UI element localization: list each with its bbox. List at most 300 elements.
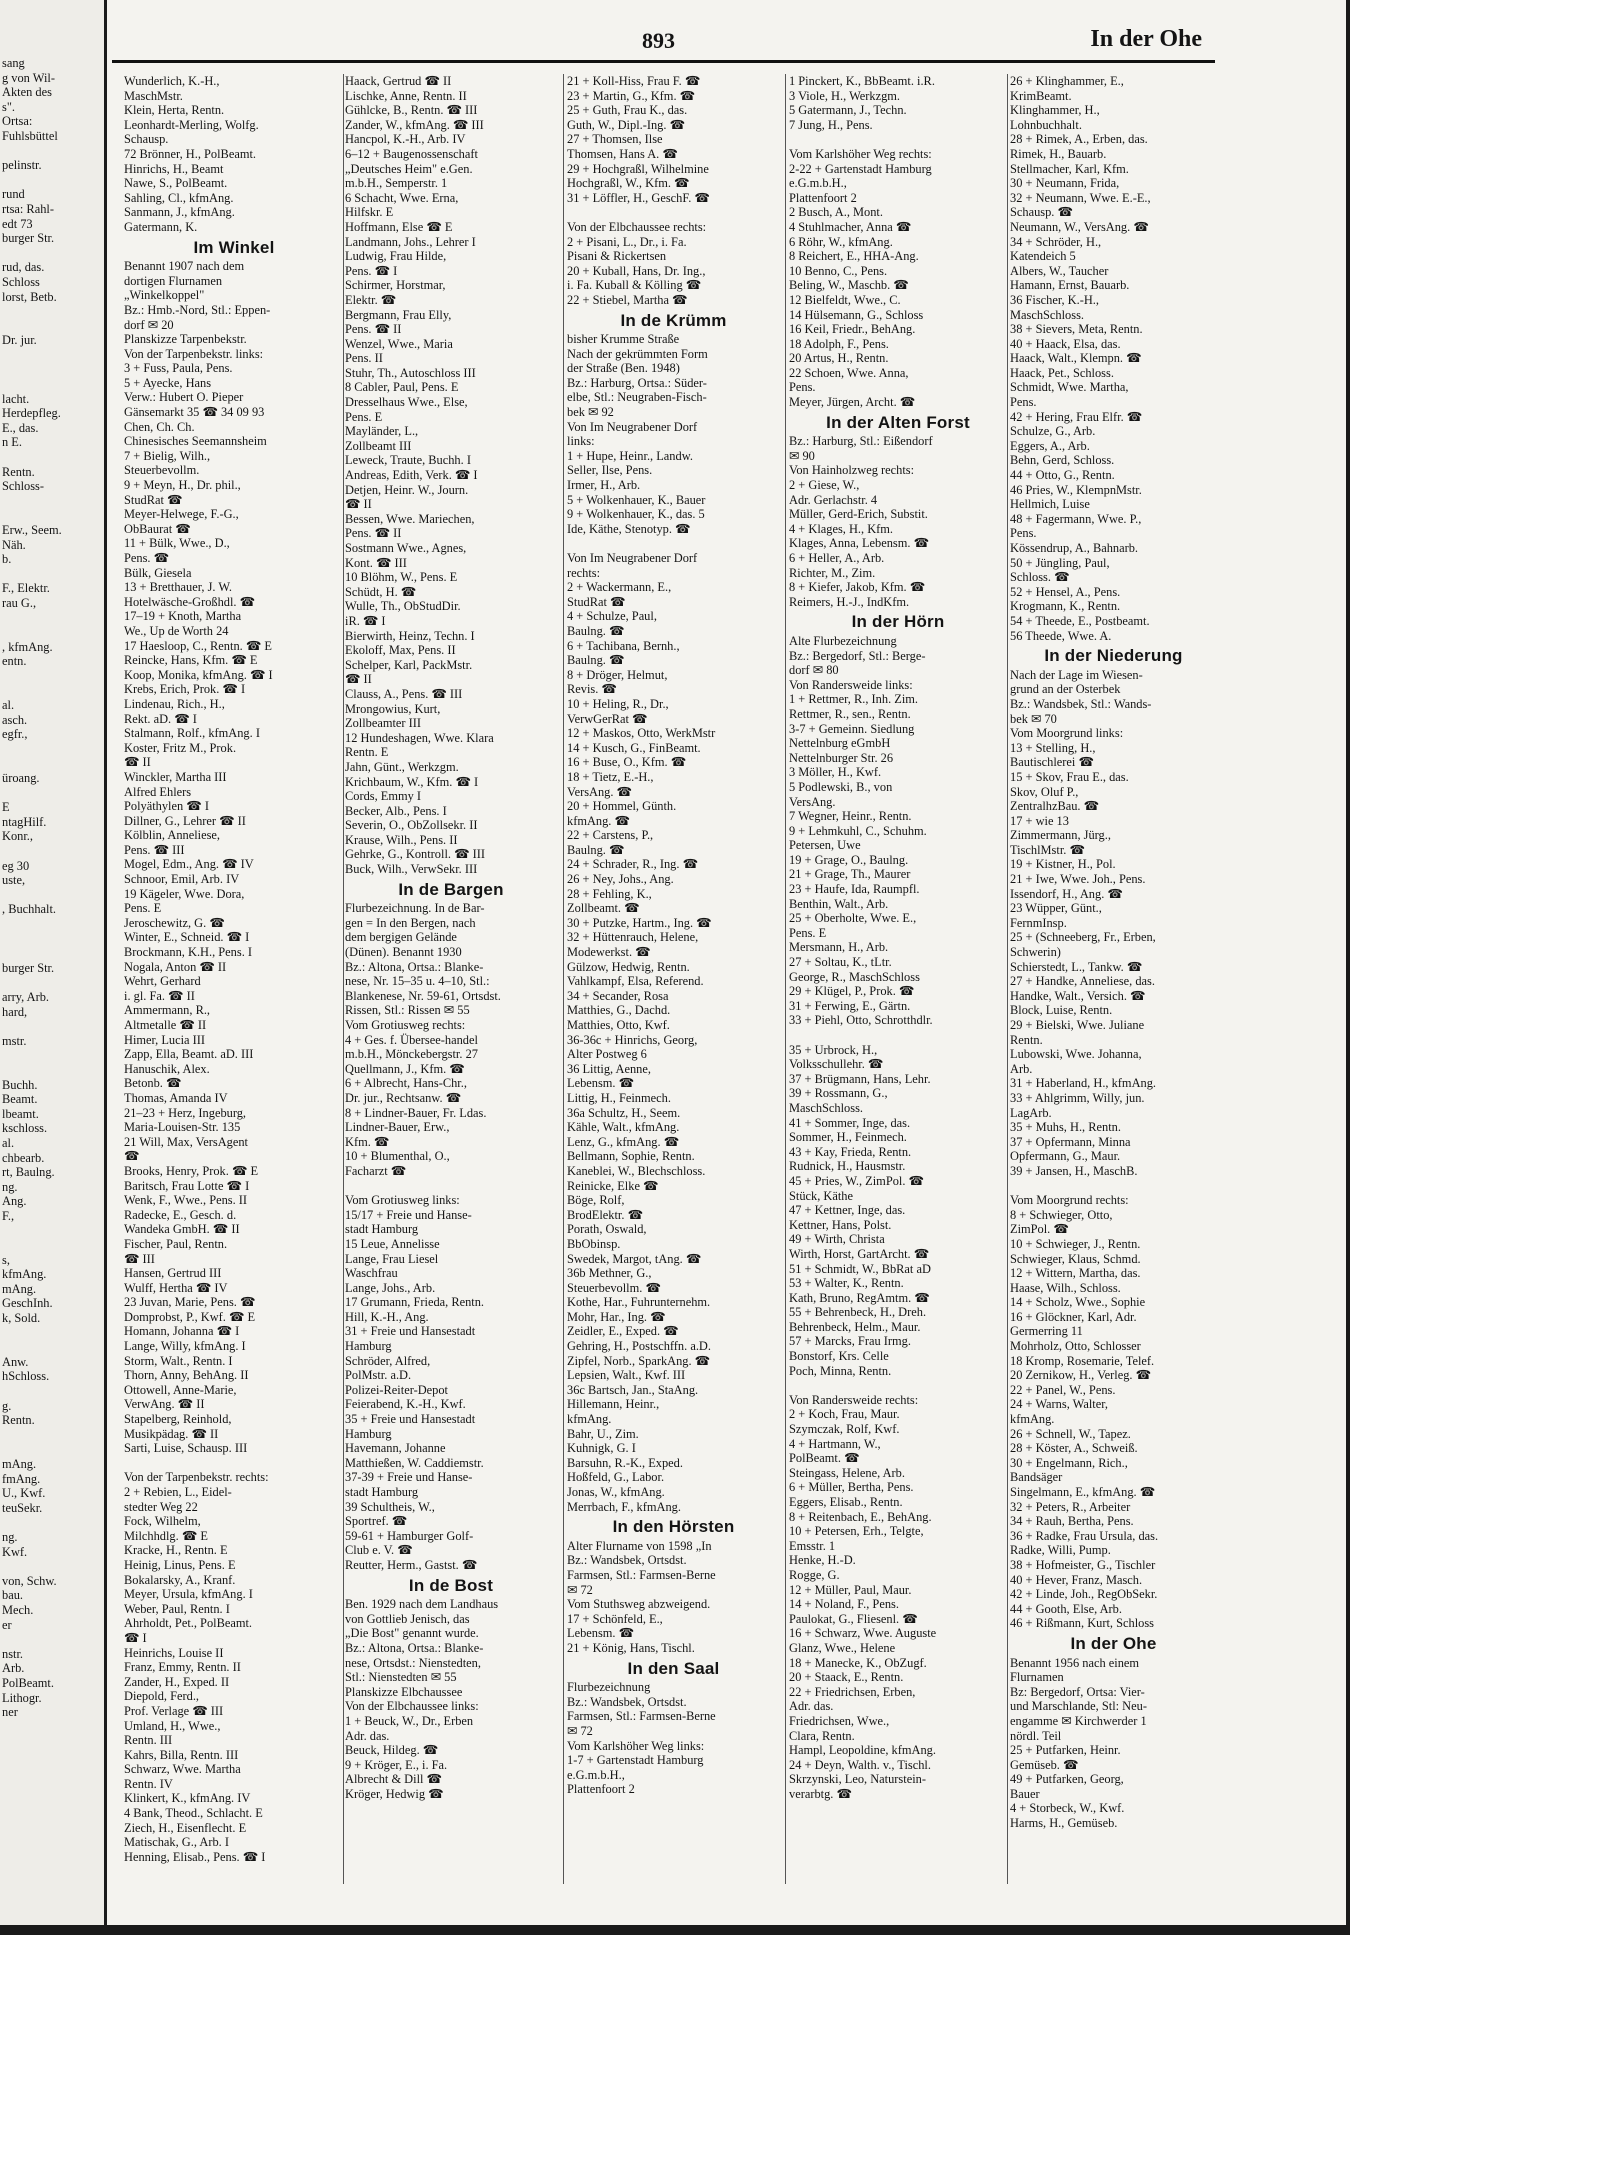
strip-line: Ang. [2,1194,27,1209]
directory-line: 31 + Ferwing, E., Gärtn. [789,998,911,1013]
directory-line: Bz.: Bergedorf, Stl.: Berge- [789,648,926,663]
directory-line: Seller, Ilse, Pens. [567,463,653,478]
directory-line: 6 + Müller, Bertha, Pens. [789,1480,914,1495]
directory-line: 6 + Albrecht, Hans-Chr., [345,1076,467,1091]
directory-line: Heinig, Linus, Pens. E [124,1557,236,1572]
directory-line: Pisani & Rickertsen [567,249,667,264]
directory-line: FernmInsp. [1010,915,1067,930]
directory-line: Paulokat, G., Fliesenl. ☎ [789,1611,918,1626]
directory-line: Albrecht & Dill ☎ [345,1772,442,1787]
strip-line [2,319,102,334]
directory-line: 22 Schoen, Wwe. Anna, [789,365,909,380]
directory-line [567,205,780,220]
directory-line: Vahlkampf, Elsa, Referend. [567,974,704,989]
directory-line: 16 + Schwarz, Wwe. Auguste [789,1626,937,1641]
directory-line: Reincke, Hans, Kfm. ☎ E [124,653,258,668]
directory-line: 3 Möller, H., Kwf. [789,765,882,780]
directory-line: 32 + Peters, R., Arbeiter [1010,1499,1131,1514]
directory-line: 35 + Urbrock, H., [789,1042,878,1057]
directory-line: dorf ✉ 20 [124,317,174,332]
directory-line: Hillemann, Heinr., [567,1397,660,1412]
directory-line: 7 + Bielig, Wilh., [124,448,211,463]
directory-line: 8 + Reitenbach, E., BehAng. [789,1509,932,1524]
directory-line: Clara, Rentn. [789,1728,855,1743]
directory-line: Schausp. ☎ [1010,205,1073,220]
directory-line: Hotelwäsche-Großhdl. ☎ [124,594,256,609]
directory-line: Von Randersweide links: [789,677,913,692]
directory-line: Baulng. ☎ [567,653,625,668]
column-3 [567,74,780,1797]
strip-line [2,917,102,932]
directory-line: 39 + Jansen, H., MaschB. [1010,1163,1138,1178]
strip-line [2,946,102,961]
directory-line: Franz, Emmy, Rentn. II [124,1660,241,1675]
directory-line: 8 + Kiefer, Jakob, Kfm. ☎ [789,580,926,595]
directory-line: VerwGerRat ☎ [567,711,648,726]
directory-line: Lepsien, Walt., Kwf. III [567,1368,686,1383]
directory-line: 9 + Wolkenhauer, K., das. 5 [567,507,705,522]
directory-line: 19 + Kistner, H., Pol. [1010,857,1116,872]
directory-line: Waschfrau [345,1266,398,1281]
directory-line: Wulle, Th., ObStudDir. [345,599,461,614]
directory-line: 27 + Handke, Anneliese, das. [1010,974,1155,989]
directory-line: m.b.H., Semperstr. 1 [345,176,448,191]
directory-line: 4 + Klages, H., Kfm. [789,521,894,536]
directory-line: Mogel, Edm., Ang. ☎ IV [124,857,254,872]
directory-line: Zander, H., Exped. II [124,1674,230,1689]
directory-line: 22 + Carstens, P., [567,828,654,843]
directory-line: Stapelberg, Reinhold, [124,1412,232,1427]
directory-line: Lenz, G., kfmAng. ☎ [567,1134,680,1149]
strip-line: rt, Baulng. [2,1165,55,1180]
directory-line: Hancpol, K.-H., Arb. IV [345,132,466,147]
directory-line: 28 + Rimek, A., Erben, das. [1010,132,1148,147]
page-number: 893 [642,28,675,53]
directory-line: Adr. das. [789,1699,834,1714]
directory-line: Koster, Fritz M., Prok. [124,740,237,755]
strip-line: E [2,800,10,815]
directory-line: Krause, Wilh., Pens. II [345,832,458,847]
directory-line: Eggers, Elisab., Rentn. [789,1495,903,1509]
strip-line [2,1340,102,1355]
directory-line: Blankenese, Nr. 59-61, Ortsdst. [345,988,501,1003]
directory-line: „Winkelkoppel" [124,288,205,303]
directory-line: Wehrt, Gerhard [124,974,201,989]
directory-line: Farmsen, Stl.: Farmsen-Berne [567,1567,716,1582]
directory-line: Singelmann, E., kfmAng. ☎ [1010,1485,1156,1499]
directory-line: Brooks, Henry, Prok. ☎ E [124,1163,259,1178]
strip-line [2,757,102,772]
strip-line: ng. [2,1179,18,1194]
directory-line: MaschMstr. [124,88,183,103]
street-heading: In der Ohe [1070,1633,1157,1653]
strip-line [2,304,102,319]
strip-line [2,246,102,261]
directory-line [789,132,1007,147]
directory-line: 5 Podlewski, B., von [789,779,893,794]
directory-line: Glanz, Wwe., Helene [789,1640,896,1655]
directory-line: Jeroschewitz, G. ☎ [124,915,225,930]
strip-line [2,348,102,363]
directory-line: e.G.m.b.H., [567,1767,625,1782]
directory-line: 18 Adolph, F., Pens. [789,336,889,351]
strip-line: entn. [2,654,27,669]
directory-line: 1 + Beuck, W., Dr., Erben [345,1713,474,1728]
directory-line: stadt Hamburg [345,1485,419,1499]
directory-line: Henke, H.-D. [789,1553,856,1568]
directory-line: Betonb. ☎ [124,1076,182,1091]
directory-line: 23 Juvan, Marie, Pens. ☎ [124,1295,256,1310]
directory-line: 40 + Hever, Franz, Masch. [1010,1572,1143,1587]
directory-line: Bz.: Harburg, Stl.: Eißendorf [789,434,933,449]
directory-line: 5 Gatermann, J., Techn. [789,103,907,118]
directory-line: Bz.: Harburg, Ortsa.: Süder- [567,375,707,390]
directory-line: MaschSchloss. [789,1100,863,1115]
directory-line: Hellmich, Luise [1010,497,1090,512]
directory-line: Himer, Lucia III [124,1032,206,1047]
directory-line: Lubowski, Wwe. Johanna, [1010,1047,1142,1062]
directory-line: 33 + Piehl, Otto, Schrotthdlr. [789,1013,933,1028]
directory-line: 24 + Schrader, R., Ing. ☎ [567,857,699,872]
street-heading: In der Alten Forst [826,412,970,432]
strip-line: üroang. [2,771,40,786]
directory-line: 23 + Haufe, Ida, Raumpfl. [789,882,920,897]
directory-line: We., Up de Worth 24 [124,623,229,638]
directory-line: Hinrichs, H., Beamt [124,161,224,176]
directory-line: Musikpädag. ☎ II [124,1426,219,1441]
strip-line: chbearb. [2,1150,45,1165]
directory-line: Ide, Käthe, Stenotyp. ☎ [567,521,691,536]
directory-line: 16 + Buse, O., Kfm. ☎ [567,755,687,770]
directory-line: Flurbezeichnung [567,1680,651,1695]
directory-line: Lebensm. ☎ [567,1076,635,1091]
directory-line: Schnoor, Emil, Arb. IV [124,872,240,887]
directory-line: Hanuschik, Alex. [124,1061,210,1076]
directory-line: Hoßfeld, G., Labor. [567,1470,665,1485]
directory-line: Revis. ☎ [567,682,617,697]
directory-line: Kaneblei, W., Blechschloss. [567,1163,706,1178]
directory-line: Beling, W., Maschb. ☎ [789,278,909,293]
directory-line: Kölblin, Anneliese, [124,828,221,843]
directory-line: 2 + Pisani, L., Dr., i. Fa. [567,234,687,249]
strip-line: lbeamt. [2,1106,39,1121]
directory-line: TischlMstr. ☎ [1010,842,1085,857]
directory-line: 30 + Engelmann, Rich., [1010,1455,1128,1470]
strip-line: Näh. [2,537,26,552]
directory-line: 21 + Iwe, Wwe. Joh., Pens. [1010,872,1146,887]
directory-line: 10 + Heling, R., Dr., [567,696,669,711]
directory-line: Benannt 1956 nach einem [1010,1655,1140,1670]
directory-line: Gehring, H., Postschffn. a.D. [567,1339,711,1354]
directory-line: 40 + Haack, Elsa, das. [1010,336,1121,351]
street-heading: In der Niederung [1044,646,1183,666]
directory-line: Landmann, Johs., Lehrer I [345,234,476,249]
page-header [112,22,1202,62]
directory-line: PolMstr. a.D. [345,1368,412,1383]
directory-line: 8 Cabler, Paul, Pens. E [345,380,459,395]
directory-line: Pens. [1010,395,1037,410]
scan-edge [0,1925,1350,1935]
directory-line: e.G.m.b.H., [789,176,847,191]
directory-line: Chinesisches Seemannsheim [124,434,267,449]
directory-line: Katendeich 5 [1010,249,1076,264]
directory-line: Hamburg [345,1426,392,1441]
previous-page-strip [0,0,107,1935]
directory-line: Steingass, Helene, Arb. [789,1465,905,1480]
strip-line: GeschInh. [2,1296,53,1311]
directory-line: Vom Karlshöher Weg rechts: [789,146,932,161]
street-heading: In de Bargen [398,879,504,899]
strip-line [2,144,102,159]
directory-line: 59-61 + Hamburger Golf- [345,1528,474,1543]
scan-edge [1346,0,1350,1935]
directory-line: 25 + (Schneeberg, Fr., Erben, [1010,930,1156,945]
directory-line: Stuhr, Th., Autoschloss III [345,365,476,380]
directory-line: 17 Haesloop, C., Rentn. ☎ E [124,638,272,653]
directory-line: 34 + Schröder, H., [1010,234,1102,249]
directory-line: 4 + Storbeck, W., Kwf. [1010,1801,1125,1816]
directory-line: VerwAng. ☎ II [124,1397,205,1412]
directory-line: 12 + Wittern, Martha, das. [1010,1266,1141,1281]
directory-line: bek ✉ 70 [1010,711,1057,726]
directory-line: Schwerin) [1010,945,1061,960]
directory-line: Pens. ☎ [124,551,170,565]
directory-line: Rudnick, H., Hausmstr. [789,1159,906,1174]
directory-line: 47 + Kettner, Inge, das. [789,1203,906,1218]
directory-line: 72 Brönner, H., PolBeamt. [124,146,257,161]
directory-line: Dr. jur., Rechtsanw. ☎ [345,1090,462,1105]
directory-line: Rogge, G. [789,1567,840,1582]
directory-line: Porath, Oswald, [567,1222,647,1237]
directory-line: Domprobst, P., Kwf. ☎ E [124,1309,256,1324]
directory-line: Ludwig, Frau Hilde, [345,249,447,264]
directory-line: Buck, Wilh., VerwSekr. III [345,862,478,877]
directory-line: 2 + Rebien, L., Eidel- [124,1485,232,1499]
directory-line: gen = In den Bergen, nach [345,915,476,930]
directory-line: Havemann, Johanne [345,1441,446,1456]
directory-line: Gemüseb. ☎ [1010,1757,1079,1772]
strip-line: Schloss- [2,479,44,494]
directory-line: Winter, E., Schneid. ☎ I [124,930,250,945]
directory-line: ☎ III [124,1251,155,1266]
strip-line [2,611,102,626]
directory-line: Lischke, Anne, Rentn. II [345,88,467,103]
strip-line: Herdepfleg. [2,406,61,421]
directory-line: Kothe, Har., Fuhrunternehm. [567,1295,711,1310]
directory-line: Wunderlich, K.-H., [124,74,220,88]
strip-line: mAng. [2,1281,37,1296]
strip-line: rtsa: Rahl- [2,201,54,216]
strip-line: mstr. [2,1033,27,1048]
strip-line: pelinstr. [2,158,42,173]
directory-line: Albers, W., Taucher [1010,263,1109,278]
strip-line: F., Elektr. [2,581,50,596]
strip-line [2,1515,102,1530]
directory-line: Von der Tarpenbekstr. links: [124,346,264,361]
directory-line: 22 + Panel, W., Pens. [1010,1382,1116,1397]
directory-line: Pens. ☎ III [124,842,185,857]
directory-line: Stalmann, Rolf., kfmAng. I [124,726,260,741]
directory-line: Kracke, H., Rentn. E [124,1543,228,1558]
directory-line [124,1456,344,1471]
directory-line: Weber, Paul, Rentn. I [124,1601,230,1616]
strip-line: F., [2,1208,15,1223]
directory-line: 37 + Brügmann, Hans, Lehr. [789,1071,931,1086]
directory-line: Vom Grotiusweg rechts: [345,1018,466,1032]
directory-line: Sportref. ☎ [345,1514,408,1529]
directory-line: iR. ☎ I [345,613,386,628]
strip-line: ntagHilf. [2,814,47,829]
directory-line: Alter Flurname von 1598 „In [567,1538,712,1553]
directory-line: Benannt 1907 nach dem [124,259,245,274]
strip-line: uste, [2,873,26,888]
directory-line: 17 Grumann, Frieda, Rentn. [345,1295,485,1310]
directory-line: Von Randersweide rechts: [789,1392,919,1407]
directory-line: Schmidt, Wwe. Martha, [1010,380,1129,395]
directory-line: Matthies, G., Dachd. [567,1003,671,1018]
directory-line: LagArb. [1010,1105,1052,1120]
strip-line: burger Str. [2,231,55,246]
directory-line: 36a Schultz, H., Seem. [567,1105,681,1120]
directory-line: Kettner, Hans, Polst. [789,1217,892,1232]
directory-line: 36 + Radke, Frau Ursula, das. [1010,1528,1159,1543]
directory-line: Henning, Elisab., Pens. ☎ I [124,1849,266,1864]
directory-line: Heinrichs, Louise II [124,1645,224,1660]
directory-line: Plattenfoort 2 [789,190,857,205]
strip-line [2,173,102,188]
directory-line: Ekoloff, Max, Pens. II [345,643,456,658]
directory-line: KrimBeamt. [1010,88,1072,103]
directory-line: 12 + Müller, Paul, Maur. [789,1582,912,1597]
strip-line [2,1632,102,1647]
directory-line: Barsuhn, R.-K., Exped. [567,1455,683,1470]
directory-line: 5 + Wolkenhauer, K., Bauer [567,492,706,507]
directory-line: 4 + Hartmann, W., [789,1436,881,1451]
strip-line [2,742,102,757]
directory-line: Skrzynski, Leo, Naturstein- [789,1772,926,1787]
directory-line: 35 + Freie und Hansestadt [345,1412,476,1427]
directory-line: 31 + Freie und Hansestadt [345,1324,476,1339]
directory-line: Zollbeamter III [345,716,422,731]
directory-line: Storm, Walt., Rentn. I [124,1353,233,1368]
directory-line [789,1378,1007,1393]
directory-line: Quellmann, J., Kfm. ☎ [345,1061,465,1076]
directory-line: 37 + Opfermann, Minna [1010,1134,1131,1149]
strip-line: ner [2,1705,18,1720]
directory-line: Pens. E [789,925,827,940]
directory-line: Pens. ☎ II [345,526,402,541]
directory-line: Bülk, Giesela [124,565,192,580]
directory-line: Maria-Louisen-Str. 135 [124,1120,241,1135]
strip-line [2,786,102,801]
directory-line: Rentn. IV [124,1776,173,1791]
directory-line: 24 + Deyn, Walth. v., Tischl. [789,1757,931,1772]
strip-line: Fuhlsbüttel [2,128,58,143]
strip-line: Konr., [2,829,33,844]
strip-line: , kfmAng. [2,639,53,654]
directory-line: Von Im Neugrabener Dorf [567,551,698,565]
directory-line: Kont. ☎ III [345,555,407,570]
directory-line: Leonhardt-Merling, Wolfg. [124,117,259,132]
strip-line [2,1326,102,1341]
directory-line: Matthies, Otto, Kwf. [567,1018,670,1032]
directory-line: Diepold, Ferd., [124,1689,200,1704]
directory-line: Poch, Minna, Rentn. [789,1363,892,1378]
directory-line: Elektr. ☎ [345,292,397,307]
directory-line: dem bergigen Gelände [345,930,457,945]
directory-line: 42 + Hering, Frau Elfr. ☎ [1010,409,1143,424]
directory-line: Flurbezeichnung. In de Bar- [345,901,485,916]
strip-line: g. [2,1398,12,1413]
directory-line: Koop, Monika, kfmAng. ☎ I [124,667,273,682]
column-4 [789,74,1007,1801]
directory-line: Schulze, G., Arb. [1010,424,1096,439]
directory-line: 10 + Blumenthal, O., [345,1149,450,1164]
directory-line: Hoffmann, Else ☎ E [345,219,453,234]
directory-line: Mrongowius, Kurt, [345,701,441,716]
directory-line: Bandsäger [1010,1470,1063,1485]
header-rule [112,60,1215,63]
directory-line: Skov, Oluf P., [1010,784,1079,799]
directory-line: Leweck, Traute, Buchh. I [345,453,471,468]
directory-line: 9 + Lehmkuhl, C., Schuhm. [789,823,927,838]
directory-line: 6 + Heller, A., Arb. [789,551,885,565]
directory-line: 31 + Haberland, H., kfmAng. [1010,1076,1157,1091]
strip-line: E., das. [2,420,39,435]
directory-line: Merrbach, F., kfmAng. [567,1499,681,1514]
directory-line: 18 + Tietz, E.-H., [567,769,654,784]
directory-line: 44 + Gooth, Else, Arb. [1010,1601,1122,1616]
directory-line: Lindenau, Rich., H., [124,696,225,711]
directory-line: Ottowell, Anne-Marie, [124,1382,237,1397]
directory-line: Bz.: Wandsbek, Stl.: Wands- [1010,696,1152,711]
directory-line: Gülzow, Hedwig, Rentn. [567,959,690,974]
street-heading: In de Krümm [620,310,727,330]
directory-line: m.b.H., Mönckebergstr. 27 [345,1047,478,1062]
directory-line: 11 + Bülk, Wwe., D., [124,536,230,551]
directory-line: Behn, Gerd, Schloss. [1010,453,1115,468]
directory-line: Hamann, Ernst, Bauarb. [1010,278,1130,293]
directory-line: Opfermann, G., Maur. [1010,1149,1121,1164]
directory-line: ✉ 72 [567,1723,593,1738]
directory-line: Ahrholdt, Pet., PolBeamt. [124,1616,253,1631]
directory-line: Hill, K.-H., Ang. [345,1309,429,1324]
directory-line: 1 + Hupe, Heinr., Landw. [567,448,693,463]
directory-line: stedter Weg 22 [124,1499,198,1514]
strip-line: bau. [2,1588,23,1603]
directory-line: Bz.: Wandsbek, Ortsdst. [567,1553,687,1568]
directory-line: 14 + Kusch, G., FinBeamt. [567,740,701,755]
column-rule [1007,74,1008,1884]
directory-line: Zollbeamt III [345,438,412,453]
directory-line: Plattenfoort 2 [567,1782,635,1797]
directory-line: Bergmann, Frau Elly, [345,307,452,322]
directory-line: Meyer, Jürgen, Archt. ☎ [789,395,916,410]
directory-line [1010,1179,1217,1194]
directory-line: Detjen, Heinr. W., Journ. [345,482,469,497]
directory-line: Pens. [789,380,816,395]
directory-line: Gühlcke, B., Rentn. ☎ III [345,103,478,118]
directory-line: Thomsen, Hans A. ☎ [567,146,678,161]
directory-line: Lohnbuchhalt. [1010,117,1082,132]
directory-line: Sanmann, J., kfmAng. [124,205,235,220]
street-heading: In den Hörsten [612,1517,735,1537]
directory-line: Fischer, Paul, Rentn. [124,1236,228,1251]
directory-line: Zipfel, Norb., SparkAng. ☎ [567,1353,711,1368]
directory-line: Bz.: Hmb.-Nord, Stl.: Eppen- [124,302,271,317]
directory-line: Müller, Gerd-Erich, Substit. [789,507,928,522]
directory-line: 33 + Ahlgrimm, Willy, jun. [1010,1090,1145,1105]
